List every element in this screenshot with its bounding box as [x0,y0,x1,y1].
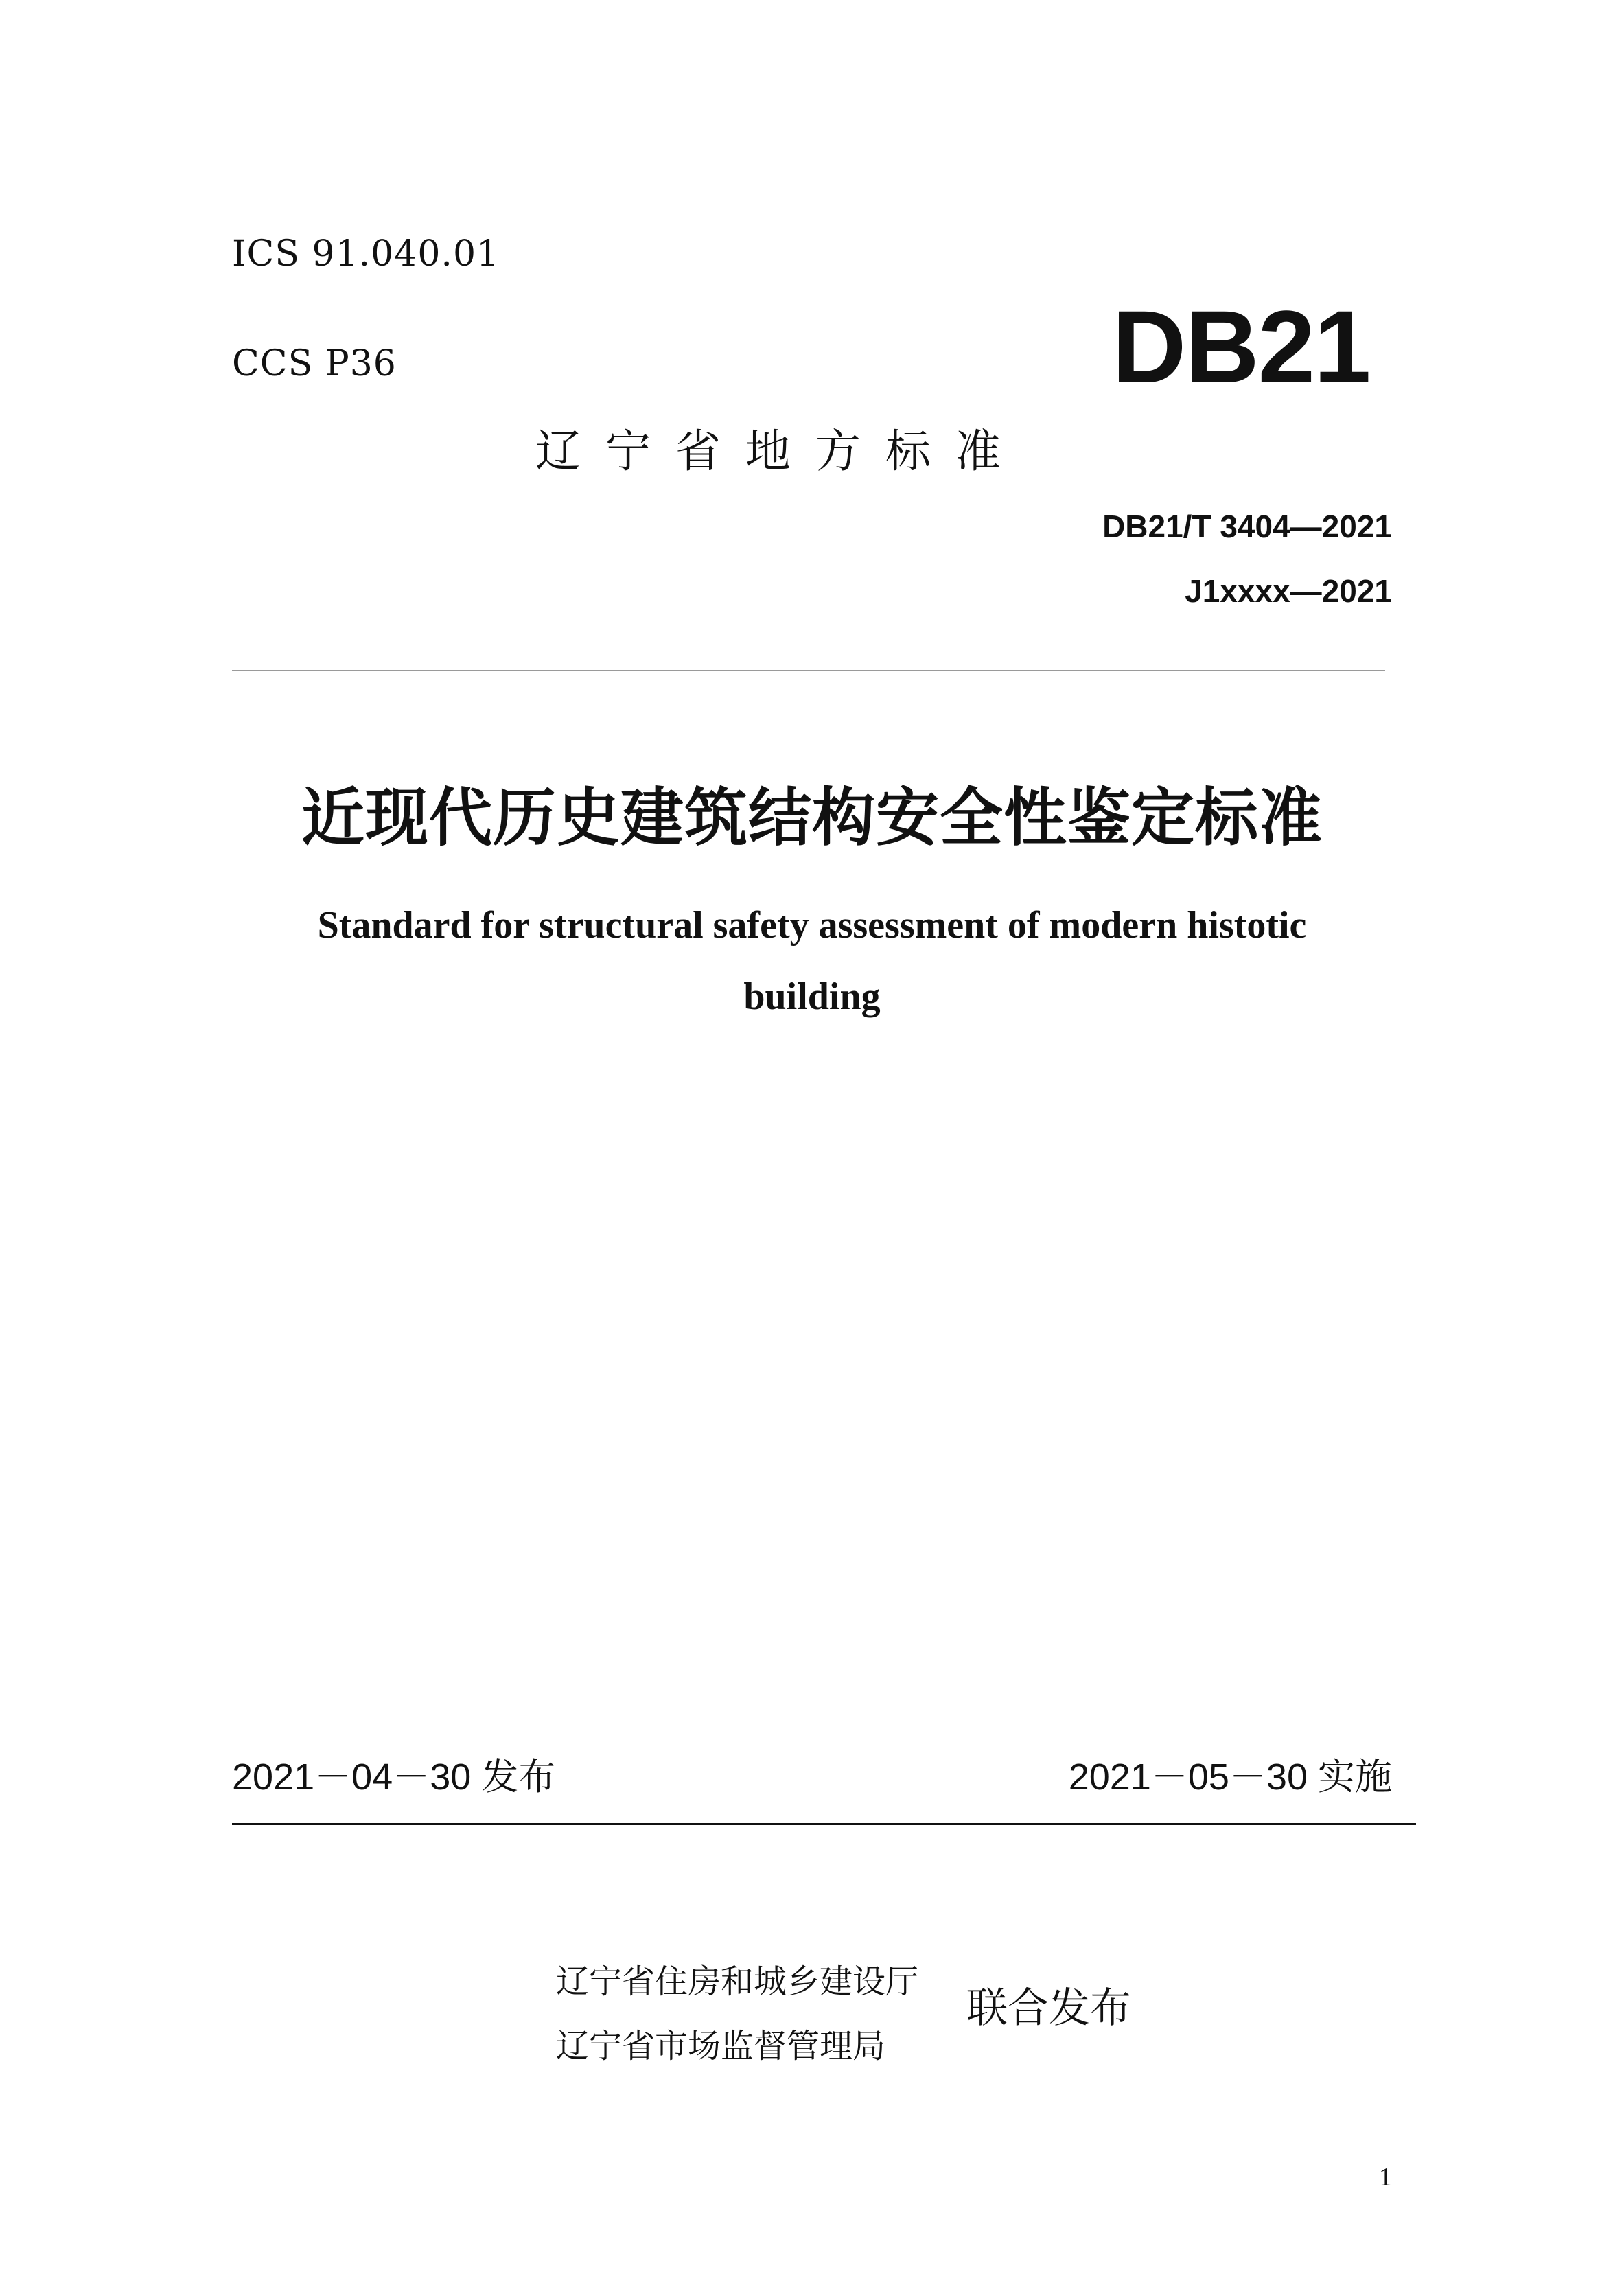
ics-code: ICS 91.040.01 [232,233,500,275]
title-english: Standard for structural safety assessment of modern histotic building [317,904,1307,1018]
standard-code: DB21/T 3404—2021 [1102,509,1392,544]
joint-issue-label: 联合发布 [966,1984,1131,2032]
implement-date: 2021－05－30 实施 [1068,1756,1392,1798]
top-divider [232,670,1385,671]
standard-type: 辽宁省地方标准 [535,425,1025,478]
issue-date: 2021－04－30 发布 [232,1756,556,1798]
publisher-market-dept: 辽宁省市场监督管理局 [556,2027,886,2065]
ccs-code: CCS P36 [232,343,397,384]
page-number: 1 [1379,2163,1392,2192]
bottom-divider [232,1823,1416,1825]
title-chinese: 近现代历史建筑结构安全性鉴定标准 [301,781,1323,855]
record-code: J1xxxx—2021 [1185,573,1392,609]
publisher-housing-dept: 辽宁省住房和城乡建设厅 [556,1962,919,2001]
db-logo: DB21 [1112,289,1370,404]
